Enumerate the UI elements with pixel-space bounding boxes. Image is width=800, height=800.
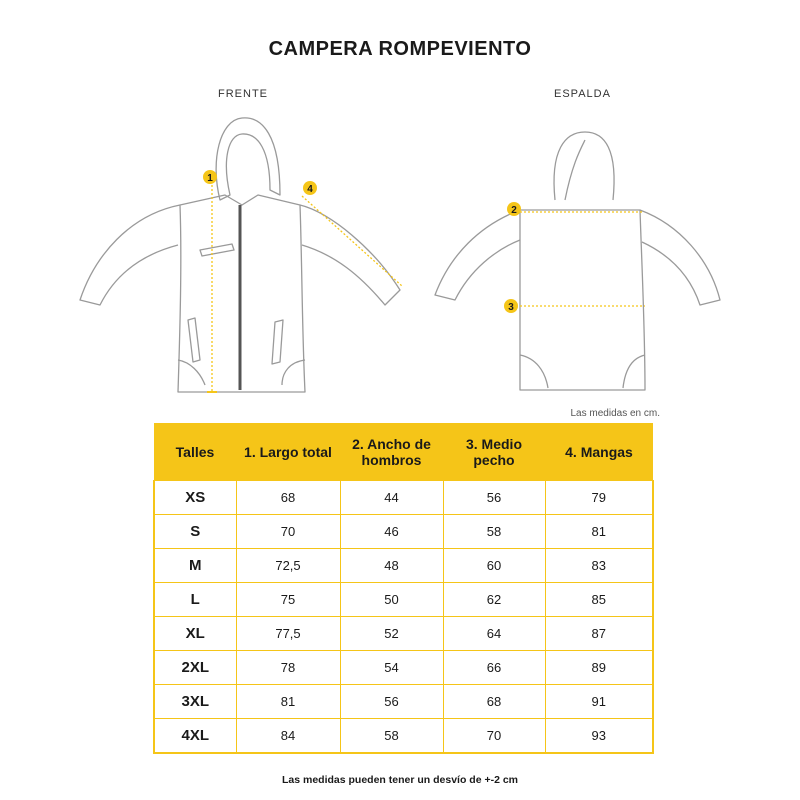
front-view-label: FRENTE xyxy=(218,88,268,100)
marker-2-icon xyxy=(507,202,521,216)
table-cell: 44 xyxy=(340,481,443,515)
table-cell: 72,5 xyxy=(236,549,340,583)
table-cell: 81 xyxy=(545,515,653,549)
svg-text:4: 4 xyxy=(307,184,313,195)
svg-text:1: 1 xyxy=(207,173,213,184)
table-cell: 89 xyxy=(545,651,653,685)
table-cell: 66 xyxy=(443,651,545,685)
size-label: 3XL xyxy=(154,685,236,719)
page-title: CAMPERA ROMPEVIENTO xyxy=(268,38,532,60)
table-row xyxy=(154,617,653,651)
table-cell: 93 xyxy=(545,719,653,754)
table-cell: 70 xyxy=(236,515,340,549)
table-cell: 62 xyxy=(443,583,545,617)
table-row xyxy=(154,583,653,617)
table-cell: 87 xyxy=(545,617,653,651)
size-label: XS xyxy=(154,481,236,515)
table-cell: 60 xyxy=(443,549,545,583)
table-row xyxy=(154,549,653,583)
tolerance-note: Las medidas pueden tener un desvío de +-2 cm xyxy=(281,774,519,786)
table-cell: 91 xyxy=(545,685,653,719)
marker-1-icon xyxy=(203,170,217,184)
table-cell: 58 xyxy=(443,515,545,549)
table-cell: 77,5 xyxy=(236,617,340,651)
size-table xyxy=(153,423,654,754)
table-cell: 64 xyxy=(443,617,545,651)
size-label: 4XL xyxy=(154,719,236,754)
table-cell: 56 xyxy=(443,481,545,515)
table-row xyxy=(154,481,653,515)
marker-4-icon xyxy=(303,181,317,195)
header-ancho-hombros: 2. Ancho de hombros xyxy=(340,423,443,481)
table-cell: 48 xyxy=(340,549,443,583)
table-row xyxy=(154,719,653,754)
table-cell: 81 xyxy=(236,685,340,719)
back-view-label: ESPALDA xyxy=(554,88,611,100)
table-cell: 85 xyxy=(545,583,653,617)
table-cell: 50 xyxy=(340,583,443,617)
table-cell: 70 xyxy=(443,719,545,754)
units-note: Las medidas en cm. xyxy=(570,408,660,419)
table-cell: 56 xyxy=(340,685,443,719)
jacket-illustration xyxy=(0,100,800,400)
table-cell: 79 xyxy=(545,481,653,515)
size-label: 2XL xyxy=(154,651,236,685)
table-cell: 68 xyxy=(236,481,340,515)
table-cell: 84 xyxy=(236,719,340,754)
table-row xyxy=(154,515,653,549)
size-label: XL xyxy=(154,617,236,651)
table-cell: 83 xyxy=(545,549,653,583)
table-row xyxy=(154,651,653,685)
table-cell: 75 xyxy=(236,583,340,617)
back-jacket-drawing xyxy=(435,132,720,390)
table-cell: 46 xyxy=(340,515,443,549)
table-cell: 78 xyxy=(236,651,340,685)
size-label: M xyxy=(154,549,236,583)
header-talles: Talles xyxy=(154,423,236,481)
svg-text:3: 3 xyxy=(508,302,514,313)
size-label: S xyxy=(154,515,236,549)
front-jacket-drawing xyxy=(80,118,400,392)
table-cell: 54 xyxy=(340,651,443,685)
header-mangas: 4. Mangas xyxy=(545,423,653,481)
size-label: L xyxy=(154,583,236,617)
marker-3-icon xyxy=(504,299,518,313)
table-cell: 52 xyxy=(340,617,443,651)
svg-text:2: 2 xyxy=(511,205,517,216)
table-cell: 68 xyxy=(443,685,545,719)
header-largo-total: 1. Largo total xyxy=(236,423,340,481)
table-header-row xyxy=(154,423,653,481)
table-row xyxy=(154,685,653,719)
table-cell: 58 xyxy=(340,719,443,754)
header-medio-pecho: 3. Medio pecho xyxy=(443,423,545,481)
